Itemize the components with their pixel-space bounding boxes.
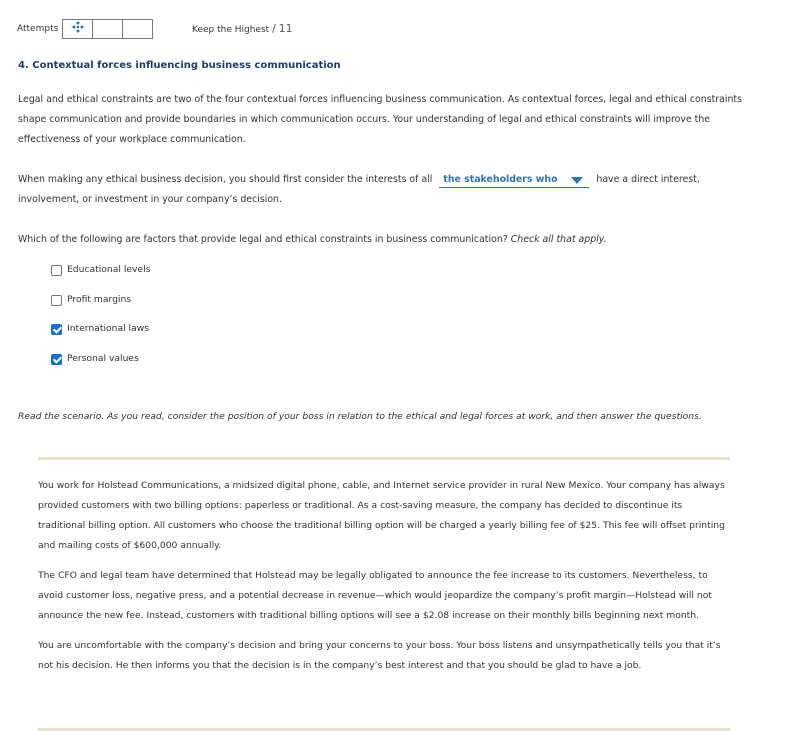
score-total: 11	[278, 22, 293, 35]
caret-down-icon	[571, 177, 583, 184]
stakeholders-dropdown[interactable]	[439, 173, 589, 188]
options-checklist	[51, 264, 150, 382]
attempt-3-box[interactable]	[122, 19, 153, 39]
scenario-paragraph-1: You work for Holstead Communications, a midsized digital phone, cable, and Internet service provider in rural New Mexico. Your company has always provided customers with two billing options: paperless or traditional. As a cost-saving measure, the company has decided to discontinue its traditional billing option. All customers who choose the traditional billing option will be charged a yearly billing fee of $25. This fee will offset printing and mailing costs of $600,000 annually.	[38, 480, 725, 551]
keep-label: Keep the Highest	[192, 25, 270, 35]
checkbox-checked[interactable]	[51, 324, 62, 335]
checkbox[interactable]	[51, 295, 62, 306]
option-label: Educational levels	[67, 264, 151, 275]
checkbox[interactable]	[51, 265, 62, 276]
scenario-paragraph-2: The CFO and legal team have determined that Holstead may be legally obligated to announce the fee increase to its customers. Nevertheless, to avoid customer loss, negative press, and a potential decrease in revenue—which would jeopardize the company’s profit margin—Holstead will not announce the new fee. Instead, customers with traditional billing options will see a $2.08 increase on their monthly bills beginning next month.	[38, 570, 712, 621]
attempt-2-box[interactable]	[92, 19, 123, 39]
option-label: International laws	[67, 323, 150, 334]
checkbox-instruction: Check all that apply.	[510, 234, 607, 245]
option-personal-values[interactable]	[51, 353, 150, 383]
dropdown-selected-value: the stakeholders who	[443, 174, 558, 185]
option-label: Personal values	[67, 352, 139, 364]
option-profit-margins[interactable]	[51, 294, 150, 324]
keep-highest-label	[192, 22, 293, 35]
scenario-paragraph-3: You are uncomfortable with the company’s decision and bring your concerns to your boss. Your boss listens and unsympathetically tells you that it’s not his decision. He then informs you that the decision is in the company’s best interest and that you should be glad to have a job.	[38, 640, 721, 671]
checkbox-checked[interactable]	[51, 354, 62, 365]
checkbox-question-text: Which of the following are factors that provide legal and ethical constraints in business communication?	[18, 234, 508, 245]
score-separator: /	[272, 22, 276, 35]
option-educational-levels[interactable]	[51, 264, 150, 294]
option-label: Profit margins	[67, 293, 132, 305]
dropdown-prompt-after: have a direct interest, involvement, or investment in your company’s decision.	[18, 174, 700, 205]
dropdown-prompt-before: When making any ethical business decision, you should first consider the interests of all	[18, 174, 433, 185]
attempts-label: Attempts	[17, 24, 59, 34]
dropdown-question	[18, 170, 758, 210]
attempt-1-box[interactable]	[62, 19, 93, 39]
option-international-laws[interactable]	[51, 323, 150, 353]
attempts-bar	[17, 19, 153, 39]
question-title: 4. Contextual forces influencing business communication	[18, 60, 341, 71]
checkbox-question	[18, 230, 768, 250]
intro-paragraph: Legal and ethical constraints are two of the four contextual forces influencing business communication. As contextual forces, legal and ethical constraints shape communication and provide boundaries in which communication occurs. Your understanding of legal and ethical constraints will improve the effectiveness of your workplace communication.	[18, 94, 742, 145]
scenario-instruction: Read the scenario. As you read, consider the position of your boss in relation to the ethical and legal forces at work, and then answer the questions.	[18, 411, 702, 422]
spinner-dots-icon	[72, 21, 84, 37]
scenario-box	[38, 457, 730, 676]
